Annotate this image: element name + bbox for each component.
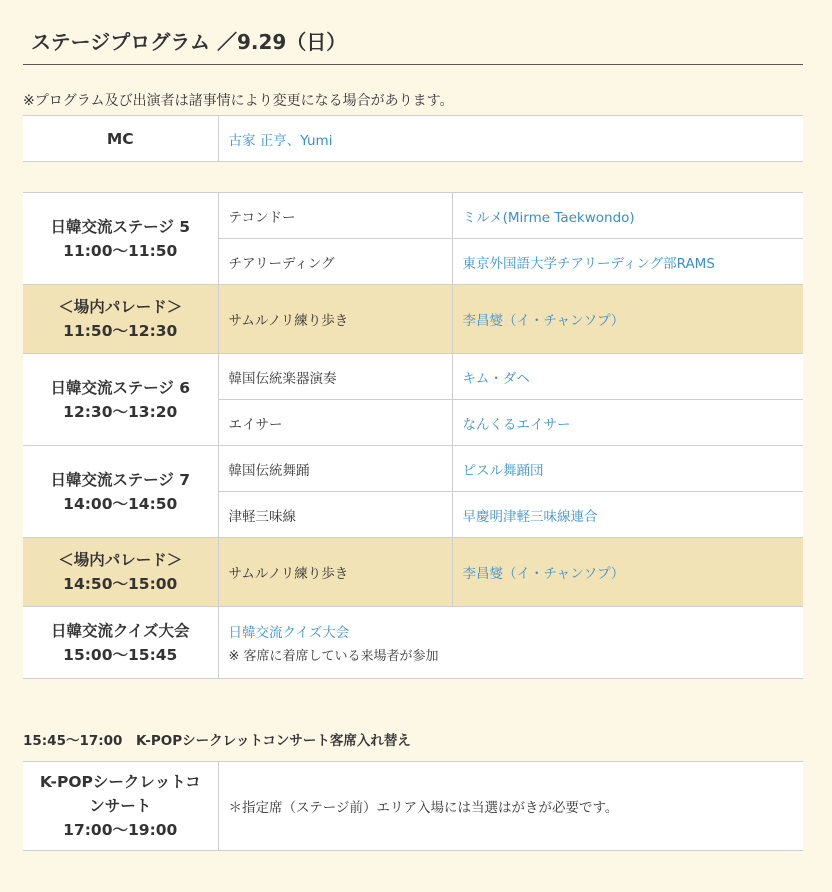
quiz-row (23, 607, 803, 679)
activity-cell: 韓国伝統楽器演奏 (218, 354, 452, 400)
change-notice: ※プログラム及び出演者は諸事情により変更になる場合があります。 (23, 93, 454, 109)
stage-head (23, 446, 218, 538)
stage-time: 14:00〜14:50 (63, 494, 178, 513)
schedule-table (23, 192, 803, 679)
stage-title: 日韓交流ステージ 7 (50, 470, 191, 489)
kpop-title: K-POPシークレットコンサート (39, 773, 201, 815)
mc-row (23, 116, 803, 162)
performer-link[interactable]: 李昌燮（イ・チャンソプ） (452, 285, 803, 354)
stage-title: 日韓交流ステージ 6 (50, 378, 191, 397)
schedule-row (23, 285, 803, 354)
quiz-title: 日韓交流クイズ大会 (50, 621, 190, 640)
mc-link[interactable]: 古家 正亨、Yumi (218, 116, 803, 162)
quiz-note: ※ 客席に着席している来場者が参加 (228, 649, 439, 664)
activity-cell: 韓国伝統舞踊 (218, 446, 452, 492)
kpop-table (23, 761, 803, 851)
performer-link[interactable]: 東京外国語大学チアリーディング部RAMS (452, 239, 803, 285)
stage-title: 日韓交流ステージ 5 (50, 217, 191, 236)
schedule-body (23, 193, 803, 607)
stage-title: ＜場内パレード＞ (58, 551, 183, 569)
activity-cell: 津軽三味線 (218, 492, 452, 538)
kpop-time: 17:00〜19:00 (63, 821, 178, 839)
kpop-note: ＊指定席（ステージ前）エリア入場には当選はがきが必要です。 (218, 762, 803, 851)
performer-link[interactable]: なんくるエイサー (452, 400, 803, 446)
changeover-label: 15:45〜17:00 K-POPシークレットコンサート客席入れ替え (23, 733, 411, 749)
mc-label: MC (23, 116, 218, 162)
performer-link[interactable]: キム・ダヘ (452, 354, 803, 400)
activity-cell: チアリーディング (218, 239, 452, 285)
stage-time: 11:50〜12:30 (63, 322, 178, 340)
performer-link[interactable]: ピスル舞踊団 (452, 446, 803, 492)
quiz-body (23, 607, 803, 679)
kpop-head (23, 762, 218, 851)
quiz-detail (218, 607, 803, 679)
kpop-row (23, 762, 803, 851)
stage-time: 12:30〜13:20 (63, 402, 178, 421)
stage-time: 11:00〜11:50 (63, 241, 178, 260)
activity-cell: サムルノリ練り歩き (218, 285, 452, 354)
performer-link[interactable]: 早慶明津軽三味線連合 (452, 492, 803, 538)
stage-head (23, 285, 218, 354)
content (23, 0, 803, 851)
quiz-head (23, 607, 218, 679)
stage-head (23, 538, 218, 607)
schedule-row (23, 354, 803, 400)
page-title: ステージプログラム ／9.29（日） (23, 0, 803, 65)
stage-head (23, 193, 218, 285)
stage-head (23, 354, 218, 446)
stage-time: 14:50〜15:00 (63, 575, 178, 593)
quiz-time: 15:00〜15:45 (63, 645, 178, 664)
activity-cell: テコンドー (218, 193, 452, 239)
activity-cell: エイサー (218, 400, 452, 446)
schedule-row (23, 193, 803, 239)
stage-title: ＜場内パレード＞ (58, 298, 183, 316)
schedule-row (23, 446, 803, 492)
performer-link[interactable]: 李昌燮（イ・チャンソプ） (452, 538, 803, 607)
performer-link[interactable]: ミルメ(Mirme Taekwondo) (452, 193, 803, 239)
schedule-row (23, 538, 803, 607)
activity-cell: サムルノリ練り歩き (218, 538, 452, 607)
mc-table (23, 115, 803, 162)
quiz-link[interactable]: 日韓交流クイズ大会 (228, 625, 350, 641)
